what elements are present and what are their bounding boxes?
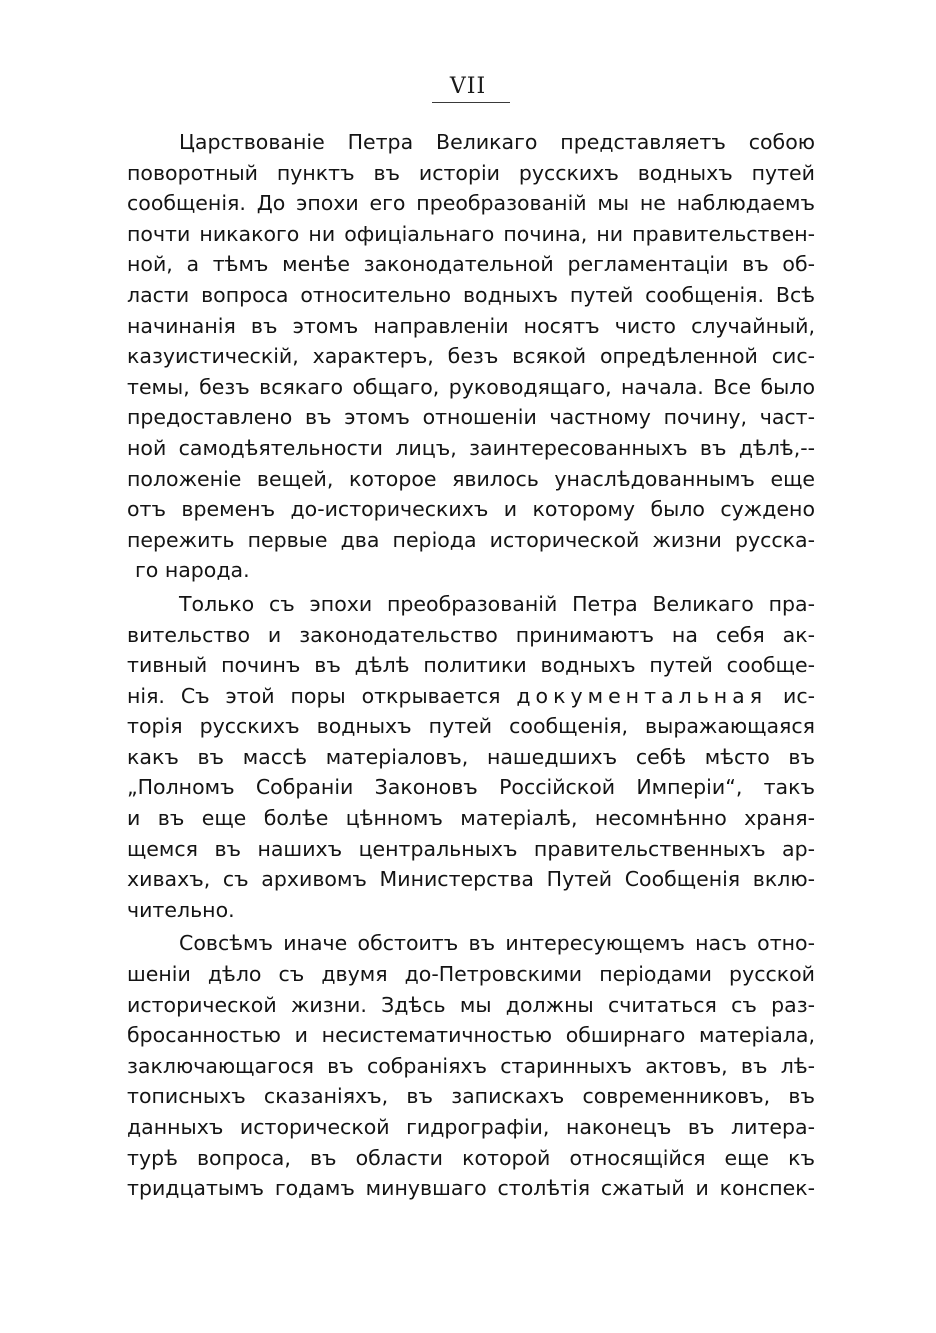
- text-line: тописныхъ сказаніяхъ, въ запискахъ современниковъ, въ: [127, 1084, 815, 1109]
- paragraph-3: [127, 928, 815, 1203]
- text-line: исторической жизни. Здѣсь мы должны считаться съ раз-: [127, 992, 815, 1017]
- body-text: [127, 127, 815, 1204]
- page-number: VII: [449, 74, 487, 99]
- text-line: поворотный пунктъ въ исторіи русскихъ водныхъ путей: [127, 160, 815, 185]
- text-line: чительно.: [127, 897, 235, 922]
- text-line: казуистическій, характеръ, безъ всякой опредѣленной сис-: [127, 344, 815, 369]
- text-line-part: нія. Съ этой поры открывается: [127, 683, 501, 708]
- text-line: данныхъ исторической гидрографіи, наконецъ въ литера-: [127, 1115, 815, 1139]
- text-line: турѣ вопроса, въ области которой относящійся еще къ: [127, 1145, 815, 1170]
- text-line: „Полномъ Собраніи Законовъ Россійской Имперіи“, такъ: [127, 775, 815, 800]
- text-line-part: ис-: [783, 683, 815, 708]
- paragraph-2: [127, 589, 815, 926]
- text-line: темы, безъ всякаго общаго, руководящаго, начала. Все было: [127, 374, 815, 399]
- text-line: заключающагося въ собраніяхъ старинныхъ актовъ, въ лѣ-: [127, 1053, 815, 1078]
- text-line: почти никакого ни офиціальнаго почина, ни правительствен-: [127, 221, 815, 246]
- text-line: и въ еще болѣе цѣнномъ матеріалѣ, несомнѣнно храня-: [127, 806, 815, 831]
- text-line: хивахъ, съ архивомъ Министерства Путей Сообщенія вклю-: [127, 867, 815, 892]
- text-line: какъ въ массѣ матеріаловъ, нашедшихъ себѣ мѣсто въ: [127, 744, 815, 769]
- emphasized-word: документальная: [516, 683, 768, 708]
- text-line: отъ временъ до-историческихъ и которому было суждено: [127, 497, 815, 522]
- text-line: [127, 681, 815, 712]
- text-line: вительство и законодательство принимаютъ на себя ак-: [127, 622, 815, 647]
- text-line: щемся въ нашихъ центральныхъ правительственныхъ ар-: [127, 836, 815, 861]
- text-line: ной, а тѣмъ менѣе законодательной регламентаціи въ об-: [127, 252, 815, 277]
- text-line: сообщенія. До эпохи его преобразованій мы не наблюдаемъ: [127, 191, 815, 216]
- text-line: тридцатымъ годамъ минувшаго столѣтія сжатый и конспек-: [127, 1176, 815, 1201]
- text-line: тивный починъ въ дѣлѣ политики водныхъ путей сообще-: [127, 653, 815, 678]
- text-line: ной самодѣятельности лицъ, заинтересованныхъ въ дѣлѣ,--: [127, 435, 815, 460]
- text-line: начинанія въ этомъ направленіи носятъ чисто случайный,: [127, 313, 815, 338]
- text-line: пережить первые два періода исторической жизни русска-: [127, 527, 815, 552]
- text-line: ласти вопроса относительно водныхъ путей сообщенія. Всѣ: [127, 282, 815, 307]
- text-line: положеніе вещей, которое явилось унаслѣдованнымъ еще: [127, 466, 815, 491]
- text-line: Совсѣмъ иначе обстоитъ въ интересующемъ насъ отно-: [179, 931, 815, 956]
- text-line: торія русскихъ водныхъ путей сообщенія, выражающаяся: [127, 714, 815, 739]
- text-line: бросанностью и несистематичностью обширнаго матеріала,: [127, 1023, 815, 1048]
- text-line: предоставлено въ этомъ отношеніи частному почину, част-: [127, 405, 815, 430]
- paragraph-1: [127, 127, 815, 586]
- text-line: Царствованіе Петра Великаго представляетъ собою: [179, 130, 815, 154]
- text-line: Только съ эпохи преобразованій Петра Великаго пра-: [179, 591, 815, 616]
- text-line: го народа.: [135, 558, 250, 583]
- text-line: шеніи дѣло съ двумя до-Петровскими періодами русской: [127, 962, 815, 987]
- page-number-underline: [432, 102, 510, 103]
